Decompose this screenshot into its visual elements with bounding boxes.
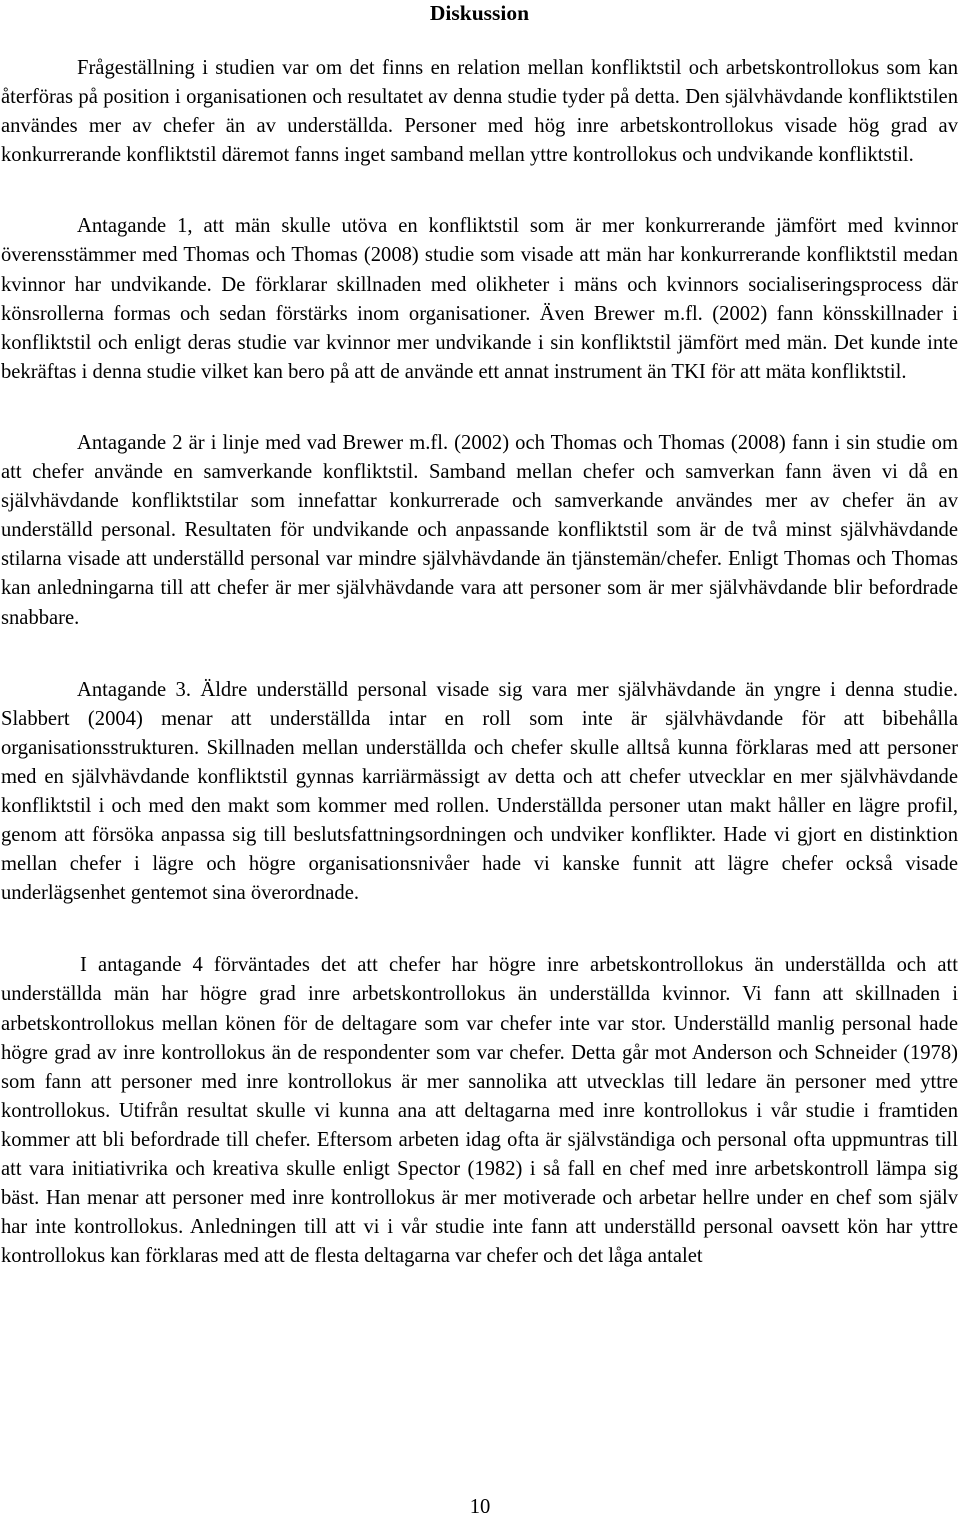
paragraph-2: Antagande 1, att män skulle utöva en konfliktstil som är mer konkurrerande jämfört med kvinnor överensstämmer med Thomas och Thomas (2008) studie som visade att män har konkurrerande konfliktstil medan kvinnor har undvikande. De förklarar skillnaden med olikheter i mäns och kvinnors socialiseringsprocess där könsrollerna formas och sedan förstärks inom organisationer. Även Brewer m.fl. (2002) fann könsskillnader i konfliktstil och enligt deras studie var kvinnor mer undvikande i sin konfliktstil jämfört med män. Det kunde inte bekräftas i denna studie vilket kan bero på att de använde ett annat instrument än TKI för att mäta konfliktstil. [1,215,958,383]
paragraph-4: Antagande 3. Äldre underställd personal visade sig vara mer självhävdande än yngre i denna studie. Slabbert (2004) menar att underställda intar en roll som inte är självhävdande för att bibehålla organisationsstrukturen. Skillnaden mellan underställda och chefer skulle alltså kunna förklaras med att personer med en självhävdande konfliktstil gynnas karriärmässigt av detta och att chefer utvecklar en mer självhävdande konfliktstil i och med den makt som kommer med rollen. Underställda personer utan makt håller en lägre profil, genom att försöka anpassa sig till beslutsfattningsordningen och undviker konflikter. Hade vi gjort en distinktion mellan chefer i lägre och högre organisationsnivåer hade vi kanske funnit att lägre chefer också visade underlägsenhet gentemot sina överordnade. [1,678,958,905]
paragraph-5: I antagande 4 förväntades det att chefer har högre inre arbetskontrollokus än underställda och att underställda män har högre grad inre arbetskontrollokus än underställda kvinnor. Vi fann att skillnaden i arbetskontrollokus mellan könen för de deltagare som var chefer inte var stor. Underställd manlig personal hade högre grad av inre kontrollokus än de respondenter som var chefer. Detta går mot Anderson och Schneider (1978) som fann att personer med inre kontrollokus är mer sannolika att utvecklas till ledare än personer med yttre kontrollokus. Utifrån resultat skulle vi kunna ana att deltagarna med inre kontrollokus i vår studie i framtiden kommer att bli befordrade till chefer. Eftersom arbeten idag ofta är självständiga och personal ofta uppmuntras till att vara initiativrika och kreativa skulle enligt Spector (1982) i så fall en chef med inre arbetskontroll lämpa sig bäst. Han menar att personer med inre kontrollokus är mer motiverade och arbetar hellre under en chef som själv har inte kontrollokus. Anledningen till att vi i vår studie inte fann att underställd personal oavsett kön har yttre kontrollokus kan förklaras med att de flesta deltagarna var chefer och det låga antalet [1,954,958,1268]
paragraph-3: Antagande 2 är i linje med vad Brewer m.fl. (2002) och Thomas och Thomas (2008) fann i sin studie om att chefer använde en samverkande konfliktstil. Samband mellan chefer och samverkan fann även vi då en självhävdande konfliktstilar som innefattar konkurrerade och samverkande användes mer av chefer än av underställd personal. Resultaten för undvikande och anpassande konfliktstil som är de två minst självhävdande stilarna visade att underställd personal var mindre självhävdande än tjänstemän/chefer. Enligt Thomas och Thomas kan anledningarna till att chefer är mer självhävdande vara att personer som är mer självhävdande blir befordrade snabbare. [1,431,958,629]
page-number: 10 [469,1496,491,1518]
section-heading: Diskussion [429,1,530,25]
paragraph-1: Frågeställning i studien var om det finns en relation mellan konfliktstil och arbetskontrollokus som kan återföras på position i organisationen och resultatet av denna studie tyder på detta. Den självhävdande konfliktstilen användes mer av chefer än av underställda. Personer med hög inre arbetskontrollokus visade hög grad av konkurrerande konfliktstil däremot fanns inget samband mellan yttre kontrollokus och undvikande konfliktstil. [1,57,958,167]
